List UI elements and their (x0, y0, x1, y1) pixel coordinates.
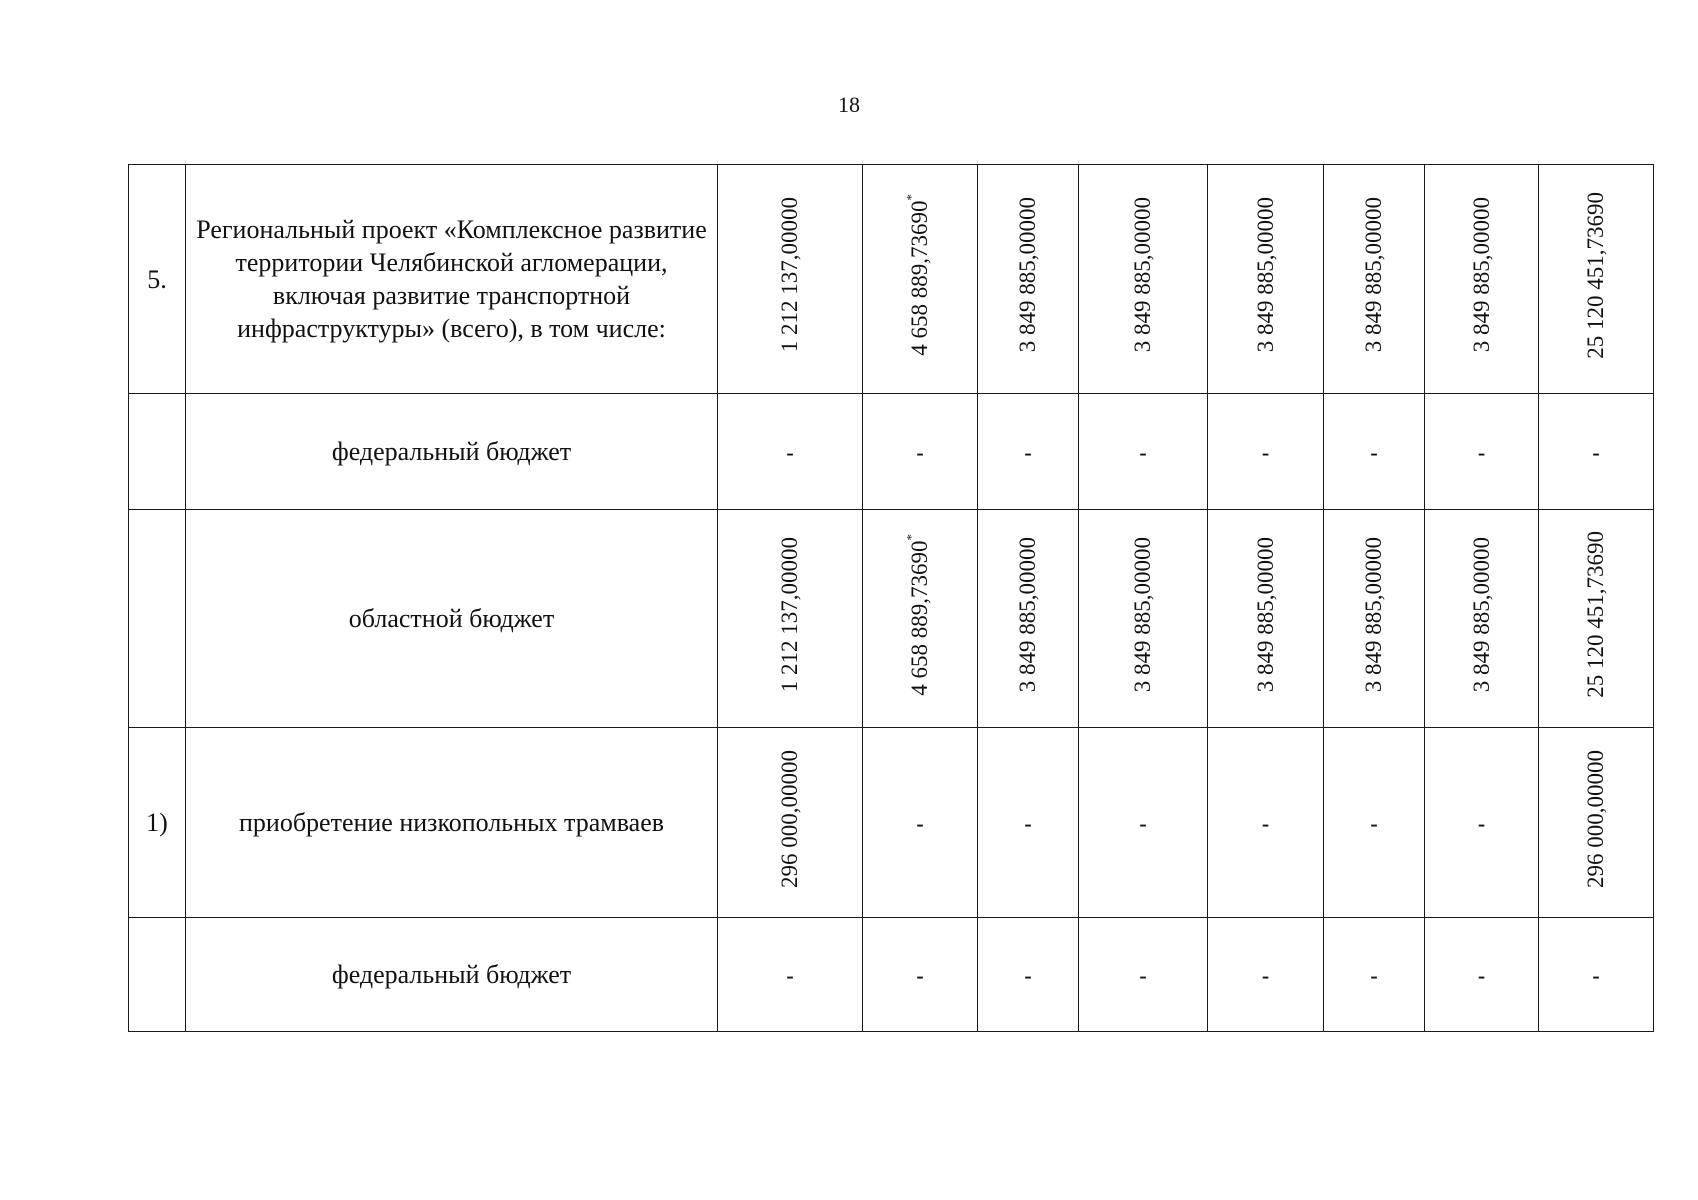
empty-value-dash: - (1592, 962, 1600, 988)
value-cell (1208, 394, 1324, 510)
value-text (1015, 197, 1041, 352)
value-cell (1208, 918, 1324, 1032)
value-cell (1425, 165, 1539, 394)
row-number: 1) (129, 728, 186, 918)
empty-value-dash: - (1592, 439, 1600, 465)
value-text (1583, 750, 1609, 888)
value-text (1130, 537, 1156, 692)
table-row (129, 394, 1654, 510)
empty-value-dash: - (786, 962, 794, 988)
value-text (777, 537, 803, 692)
value-number: 296 000,00000 (1583, 749, 1608, 888)
footnote-mark: * (903, 194, 919, 201)
empty-value-dash: - (1370, 439, 1378, 465)
value-text (777, 197, 803, 352)
value-cell (1539, 165, 1654, 394)
row-name: приобретение низкопольных трамваев (186, 728, 718, 918)
value-text (1469, 537, 1495, 692)
value-cell (863, 918, 978, 1032)
value-number: 296 000,00000 (777, 749, 802, 888)
empty-value-dash: - (1261, 810, 1270, 836)
empty-value-dash: - (1024, 439, 1032, 465)
value-text (903, 194, 933, 356)
value-number: 1 212 137,00000 (777, 197, 802, 353)
value-cell (863, 165, 978, 394)
row-number: 5. (129, 165, 186, 394)
footnote-mark: * (903, 533, 919, 541)
value-cell (1208, 510, 1324, 728)
empty-value-dash: - (1370, 810, 1378, 836)
empty-value-dash: - (916, 810, 924, 836)
row-name: федеральный бюджет (186, 394, 718, 510)
empty-value-dash: - (1477, 810, 1486, 836)
value-number: 3 849 885,00000 (1252, 536, 1278, 693)
value-cell (1208, 728, 1324, 918)
value-cell (1324, 394, 1425, 510)
value-cell (1425, 394, 1539, 510)
value-text (1130, 197, 1156, 352)
empty-value-dash: - (1139, 962, 1147, 988)
row-name: областной бюджет (186, 510, 718, 728)
value-cell (1208, 165, 1324, 394)
value-text (1253, 197, 1279, 352)
row-name: Региональный проект «Комплексное развитие территории Челябинской агломерации, включая развитие транспортной инфраструктуры» (всего), в том числе: (186, 165, 718, 394)
table-row (129, 728, 1654, 918)
value-number: 3 849 885,00000 (1361, 197, 1386, 353)
table-row (129, 165, 1654, 394)
value-text (777, 750, 803, 888)
value-number: 3 849 885,00000 (1015, 197, 1040, 353)
value-number: 3 849 885,00000 (1130, 197, 1155, 353)
value-number: 25 120 451,73690 (1583, 531, 1608, 698)
value-cell (1079, 510, 1208, 728)
value-cell (718, 728, 863, 918)
value-cell (718, 510, 863, 728)
value-number: 3 849 885,00000 (1468, 197, 1494, 353)
value-number: 25 120 451,73690 (1583, 191, 1608, 359)
empty-value-dash: - (916, 439, 924, 465)
row-number (129, 918, 186, 1032)
value-cell (1324, 165, 1425, 394)
row-number (129, 394, 186, 510)
empty-value-dash: - (1477, 962, 1486, 988)
value-cell (978, 394, 1079, 510)
page-number: 18 (838, 92, 860, 117)
empty-value-dash: - (1261, 439, 1270, 465)
value-cell (1539, 394, 1654, 510)
empty-value-dash: - (786, 439, 794, 465)
value-number: 4 658 889,73690 (907, 200, 932, 356)
value-cell (1539, 918, 1654, 1032)
table-row (129, 918, 1654, 1032)
value-text (1361, 537, 1387, 692)
value-text (1583, 192, 1609, 359)
value-cell (1425, 918, 1539, 1032)
value-number: 4 658 889,73690 (907, 540, 932, 696)
value-cell (718, 165, 863, 394)
empty-value-dash: - (916, 962, 924, 988)
value-cell (1324, 728, 1425, 918)
value-number: 1 212 137,00000 (777, 536, 802, 693)
empty-value-dash: - (1139, 810, 1147, 836)
value-cell (718, 918, 863, 1032)
value-text (1015, 537, 1041, 692)
value-cell (978, 165, 1079, 394)
value-cell (1079, 394, 1208, 510)
value-cell (1425, 510, 1539, 728)
row-number (129, 510, 186, 728)
value-cell (1539, 728, 1654, 918)
value-cell (978, 728, 1079, 918)
value-number: 3 849 885,00000 (1361, 536, 1386, 693)
empty-value-dash: - (1139, 439, 1147, 465)
empty-value-dash: - (1024, 810, 1032, 836)
value-cell (718, 394, 863, 510)
empty-value-dash: - (1261, 962, 1270, 988)
value-text (903, 533, 933, 696)
value-cell (1324, 510, 1425, 728)
value-cell (978, 918, 1079, 1032)
value-cell (863, 728, 978, 918)
budget-table (128, 164, 1654, 1032)
value-number: 3 849 885,00000 (1468, 536, 1494, 693)
value-cell (863, 394, 978, 510)
table-row (129, 510, 1654, 728)
empty-value-dash: - (1370, 962, 1378, 988)
value-cell (1079, 728, 1208, 918)
value-cell (1079, 918, 1208, 1032)
value-text (1583, 531, 1609, 698)
value-cell (1324, 918, 1425, 1032)
value-cell (1079, 165, 1208, 394)
value-cell (978, 510, 1079, 728)
value-text (1361, 197, 1387, 352)
value-cell (1425, 728, 1539, 918)
value-cell (863, 510, 978, 728)
value-number: 3 849 885,00000 (1130, 536, 1155, 693)
row-name: федеральный бюджет (186, 918, 718, 1032)
value-text (1469, 197, 1495, 352)
value-cell (1539, 510, 1654, 728)
value-number: 3 849 885,00000 (1252, 197, 1278, 353)
value-number: 3 849 885,00000 (1015, 536, 1040, 693)
empty-value-dash: - (1024, 962, 1032, 988)
value-text (1253, 537, 1279, 692)
empty-value-dash: - (1477, 439, 1486, 465)
